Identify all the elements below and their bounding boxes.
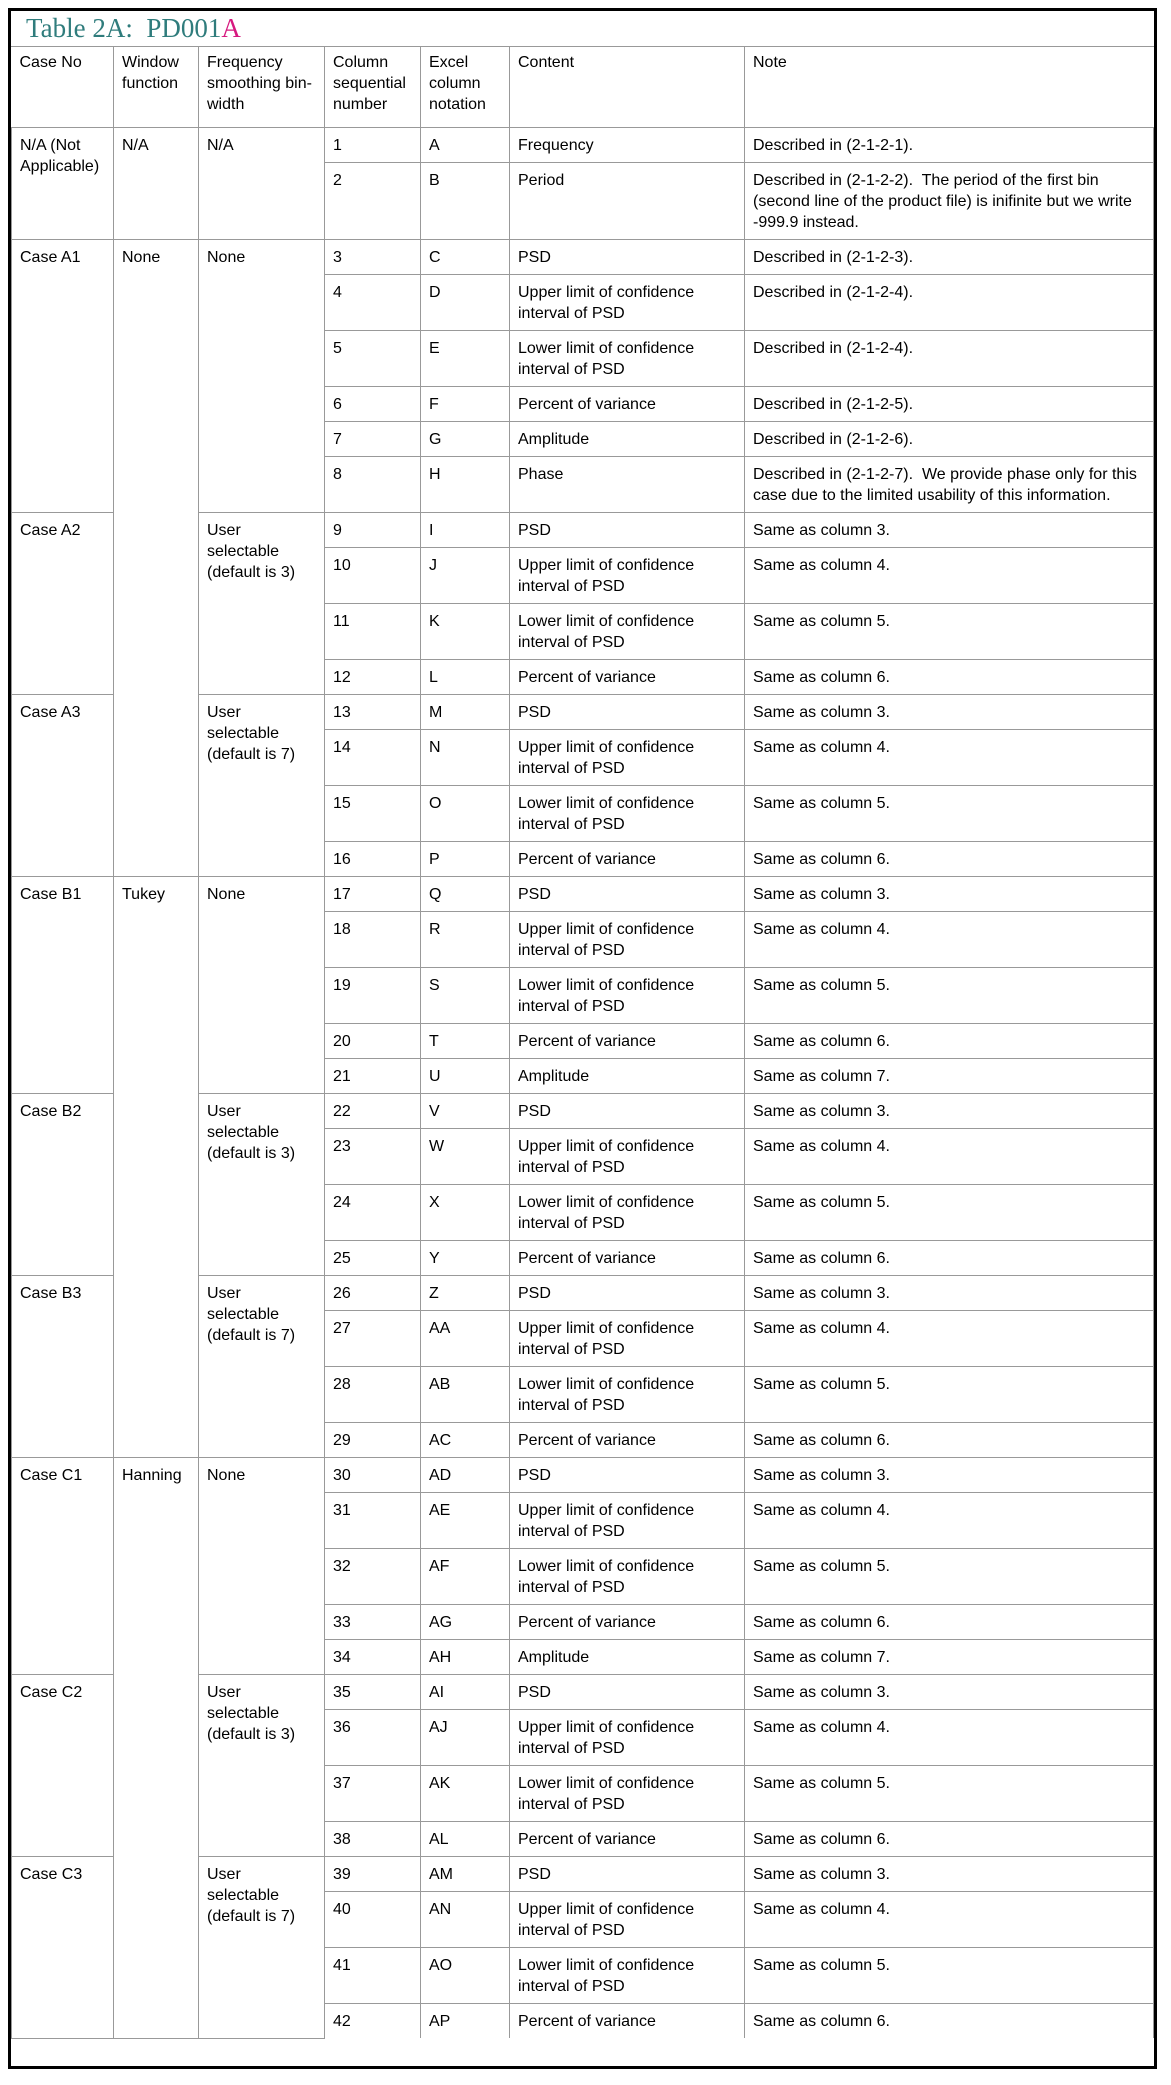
- window-function-cell: N/A: [114, 128, 199, 240]
- seq-number-cell: 29: [325, 1423, 421, 1458]
- excel-notation-cell: P: [421, 842, 510, 877]
- content-cell: PSD: [510, 513, 745, 548]
- excel-notation-cell: AB: [421, 1367, 510, 1423]
- content-cell: Lower limit of confidence interval of PSD: [510, 604, 745, 660]
- excel-notation-cell: G: [421, 422, 510, 457]
- excel-notation-cell: AJ: [421, 1710, 510, 1766]
- header-row: [12, 47, 1154, 128]
- excel-notation-cell: E: [421, 331, 510, 387]
- content-cell: PSD: [510, 1857, 745, 1892]
- note-cell: Same as column 3.: [745, 513, 1154, 548]
- table-row: [12, 240, 1154, 275]
- seq-number-cell: 35: [325, 1675, 421, 1710]
- excel-notation-cell: Z: [421, 1276, 510, 1311]
- seq-number-cell: 1: [325, 128, 421, 163]
- excel-notation-cell: T: [421, 1024, 510, 1059]
- excel-notation-cell: D: [421, 275, 510, 331]
- content-cell: PSD: [510, 695, 745, 730]
- seq-number-cell: 34: [325, 1640, 421, 1675]
- table-title: [11, 11, 1154, 47]
- content-cell: Amplitude: [510, 1059, 745, 1094]
- content-cell: Upper limit of confidence interval of PSD: [510, 548, 745, 604]
- note-cell: Same as column 3.: [745, 1675, 1154, 1710]
- case-no-cell: Case C2: [12, 1675, 114, 1857]
- seq-number-cell: 37: [325, 1766, 421, 1822]
- seq-number-cell: 32: [325, 1549, 421, 1605]
- seq-number-cell: 24: [325, 1185, 421, 1241]
- seq-number-cell: 40: [325, 1892, 421, 1948]
- seq-number-cell: 13: [325, 695, 421, 730]
- bin-width-cell: User selectable (default is 7): [199, 1857, 325, 2039]
- excel-notation-cell: AH: [421, 1640, 510, 1675]
- note-cell: Same as column 7.: [745, 1059, 1154, 1094]
- content-cell: PSD: [510, 1675, 745, 1710]
- case-no-cell: Case B1: [12, 877, 114, 1094]
- seq-number-cell: 30: [325, 1458, 421, 1493]
- content-cell: Upper limit of confidence interval of PSD: [510, 1710, 745, 1766]
- window-function-cell: Tukey: [114, 877, 199, 1458]
- note-cell: Same as column 5.: [745, 1367, 1154, 1423]
- content-cell: Amplitude: [510, 422, 745, 457]
- seq-number-cell: 7: [325, 422, 421, 457]
- content-cell: PSD: [510, 240, 745, 275]
- header-bin-width: Frequency smoothing bin-width: [199, 47, 325, 128]
- table-row: [12, 1458, 1154, 1493]
- content-cell: Lower limit of confidence interval of PSD: [510, 786, 745, 842]
- excel-notation-cell: V: [421, 1094, 510, 1129]
- seq-number-cell: 9: [325, 513, 421, 548]
- content-cell: Percent of variance: [510, 1423, 745, 1458]
- case-no-cell: Case A2: [12, 513, 114, 695]
- window-function-cell: Hanning: [114, 1458, 199, 2039]
- content-cell: Percent of variance: [510, 842, 745, 877]
- note-cell: Same as column 4.: [745, 1892, 1154, 1948]
- seq-number-cell: 28: [325, 1367, 421, 1423]
- note-cell: Same as column 6.: [745, 1605, 1154, 1640]
- seq-number-cell: 25: [325, 1241, 421, 1276]
- case-no-cell: Case B2: [12, 1094, 114, 1276]
- note-cell: Same as column 4.: [745, 730, 1154, 786]
- excel-notation-cell: AP: [421, 2004, 510, 2039]
- content-cell: Upper limit of confidence interval of PSD: [510, 1129, 745, 1185]
- note-cell: Same as column 3.: [745, 695, 1154, 730]
- header-content: Content: [510, 47, 745, 128]
- excel-notation-cell: W: [421, 1129, 510, 1185]
- seq-number-cell: 18: [325, 912, 421, 968]
- bin-width-cell: N/A: [199, 128, 325, 240]
- content-cell: Lower limit of confidence interval of PSD: [510, 1766, 745, 1822]
- note-cell: Same as column 6.: [745, 660, 1154, 695]
- seq-number-cell: 39: [325, 1857, 421, 1892]
- excel-notation-cell: AG: [421, 1605, 510, 1640]
- excel-notation-cell: Q: [421, 877, 510, 912]
- content-cell: Upper limit of confidence interval of PSD: [510, 1493, 745, 1549]
- excel-notation-cell: L: [421, 660, 510, 695]
- note-cell: Same as column 3.: [745, 1458, 1154, 1493]
- excel-notation-cell: AM: [421, 1857, 510, 1892]
- content-cell: Phase: [510, 457, 745, 513]
- content-cell: Upper limit of confidence interval of PSD: [510, 912, 745, 968]
- seq-number-cell: 11: [325, 604, 421, 660]
- content-cell: Frequency: [510, 128, 745, 163]
- note-cell: Same as column 3.: [745, 877, 1154, 912]
- excel-notation-cell: H: [421, 457, 510, 513]
- note-cell: Same as column 5.: [745, 604, 1154, 660]
- header-seq-number: Column sequential number: [325, 47, 421, 128]
- seq-number-cell: 31: [325, 1493, 421, 1549]
- note-cell: Same as column 3.: [745, 1276, 1154, 1311]
- note-cell: Described in (2-1-2-2). The period of the first bin (second line of the product file) is inifinite but we write -999.9 instead.: [745, 163, 1154, 240]
- seq-number-cell: 8: [325, 457, 421, 513]
- seq-number-cell: 27: [325, 1311, 421, 1367]
- content-cell: Lower limit of confidence interval of PSD: [510, 1185, 745, 1241]
- excel-notation-cell: AC: [421, 1423, 510, 1458]
- table-frame: [8, 8, 1157, 2069]
- excel-notation-cell: N: [421, 730, 510, 786]
- excel-notation-cell: AI: [421, 1675, 510, 1710]
- table-title-main: Table 2A: PD001: [26, 13, 222, 43]
- content-cell: Lower limit of confidence interval of PSD: [510, 1549, 745, 1605]
- excel-notation-cell: S: [421, 968, 510, 1024]
- content-cell: PSD: [510, 1094, 745, 1129]
- content-cell: Upper limit of confidence interval of PSD: [510, 275, 745, 331]
- bin-width-cell: User selectable (default is 7): [199, 695, 325, 877]
- header-window-function: Window function: [114, 47, 199, 128]
- content-cell: Percent of variance: [510, 1605, 745, 1640]
- content-cell: Lower limit of confidence interval of PSD: [510, 1948, 745, 2004]
- excel-notation-cell: I: [421, 513, 510, 548]
- note-cell: Described in (2-1-2-4).: [745, 331, 1154, 387]
- content-cell: PSD: [510, 1458, 745, 1493]
- note-cell: Same as column 3.: [745, 1857, 1154, 1892]
- content-cell: PSD: [510, 1276, 745, 1311]
- content-cell: Lower limit of confidence interval of PSD: [510, 331, 745, 387]
- content-cell: Percent of variance: [510, 2004, 745, 2039]
- note-cell: Described in (2-1-2-7). We provide phase only for this case due to the limited usability of this information.: [745, 457, 1154, 513]
- note-cell: Same as column 4.: [745, 1493, 1154, 1549]
- bin-width-cell: User selectable (default is 3): [199, 513, 325, 695]
- case-no-cell: Case C1: [12, 1458, 114, 1675]
- header-excel-notation: Excel column notation: [421, 47, 510, 128]
- table-body: [12, 128, 1154, 2039]
- bin-width-cell: None: [199, 240, 325, 513]
- excel-notation-cell: C: [421, 240, 510, 275]
- seq-number-cell: 16: [325, 842, 421, 877]
- seq-number-cell: 14: [325, 730, 421, 786]
- seq-number-cell: 22: [325, 1094, 421, 1129]
- seq-number-cell: 42: [325, 2004, 421, 2039]
- seq-number-cell: 15: [325, 786, 421, 842]
- note-cell: Described in (2-1-2-4).: [745, 275, 1154, 331]
- seq-number-cell: 41: [325, 1948, 421, 2004]
- seq-number-cell: 36: [325, 1710, 421, 1766]
- note-cell: Described in (2-1-2-5).: [745, 387, 1154, 422]
- seq-number-cell: 5: [325, 331, 421, 387]
- table-title-suffix: A: [221, 13, 241, 43]
- note-cell: Same as column 5.: [745, 1549, 1154, 1605]
- content-cell: Upper limit of confidence interval of PSD: [510, 1892, 745, 1948]
- note-cell: Same as column 6.: [745, 1423, 1154, 1458]
- content-cell: Upper limit of confidence interval of PSD: [510, 730, 745, 786]
- case-no-cell: Case A3: [12, 695, 114, 877]
- note-cell: Same as column 6.: [745, 1241, 1154, 1276]
- note-cell: Same as column 4.: [745, 912, 1154, 968]
- excel-notation-cell: Y: [421, 1241, 510, 1276]
- pd001a-column-table: [11, 47, 1154, 2039]
- note-cell: Same as column 5.: [745, 968, 1154, 1024]
- excel-notation-cell: B: [421, 163, 510, 240]
- seq-number-cell: 26: [325, 1276, 421, 1311]
- note-cell: Described in (2-1-2-6).: [745, 422, 1154, 457]
- note-cell: Same as column 4.: [745, 548, 1154, 604]
- excel-notation-cell: AK: [421, 1766, 510, 1822]
- excel-notation-cell: AL: [421, 1822, 510, 1857]
- excel-notation-cell: J: [421, 548, 510, 604]
- content-cell: Amplitude: [510, 1640, 745, 1675]
- note-cell: Described in (2-1-2-3).: [745, 240, 1154, 275]
- excel-notation-cell: AN: [421, 1892, 510, 1948]
- seq-number-cell: 38: [325, 1822, 421, 1857]
- table-row: [12, 877, 1154, 912]
- seq-number-cell: 6: [325, 387, 421, 422]
- bin-width-cell: User selectable (default is 3): [199, 1094, 325, 1276]
- note-cell: Same as column 7.: [745, 1640, 1154, 1675]
- content-cell: Percent of variance: [510, 1241, 745, 1276]
- content-cell: Percent of variance: [510, 660, 745, 695]
- seq-number-cell: 19: [325, 968, 421, 1024]
- case-no-cell: N/A (Not Applicable): [12, 128, 114, 240]
- note-cell: Same as column 4.: [745, 1311, 1154, 1367]
- header-note: Note: [745, 47, 1154, 128]
- seq-number-cell: 10: [325, 548, 421, 604]
- header-case-no: Case No: [12, 47, 114, 128]
- note-cell: Described in (2-1-2-1).: [745, 128, 1154, 163]
- excel-notation-cell: AF: [421, 1549, 510, 1605]
- content-cell: Percent of variance: [510, 1024, 745, 1059]
- bin-width-cell: User selectable (default is 3): [199, 1675, 325, 1857]
- excel-notation-cell: M: [421, 695, 510, 730]
- content-cell: Upper limit of confidence interval of PSD: [510, 1311, 745, 1367]
- content-cell: Lower limit of confidence interval of PSD: [510, 968, 745, 1024]
- content-cell: Period: [510, 163, 745, 240]
- excel-notation-cell: AA: [421, 1311, 510, 1367]
- note-cell: Same as column 4.: [745, 1129, 1154, 1185]
- excel-notation-cell: X: [421, 1185, 510, 1241]
- seq-number-cell: 17: [325, 877, 421, 912]
- excel-notation-cell: R: [421, 912, 510, 968]
- note-cell: Same as column 5.: [745, 1766, 1154, 1822]
- note-cell: Same as column 5.: [745, 1948, 1154, 2004]
- excel-notation-cell: O: [421, 786, 510, 842]
- note-cell: Same as column 5.: [745, 1185, 1154, 1241]
- seq-number-cell: 20: [325, 1024, 421, 1059]
- window-function-cell: None: [114, 240, 199, 877]
- seq-number-cell: 3: [325, 240, 421, 275]
- excel-notation-cell: F: [421, 387, 510, 422]
- case-no-cell: Case B3: [12, 1276, 114, 1458]
- note-cell: Same as column 3.: [745, 1094, 1154, 1129]
- bin-width-cell: None: [199, 877, 325, 1094]
- excel-notation-cell: U: [421, 1059, 510, 1094]
- excel-notation-cell: AE: [421, 1493, 510, 1549]
- note-cell: Same as column 5.: [745, 786, 1154, 842]
- case-no-cell: Case C3: [12, 1857, 114, 2039]
- content-cell: PSD: [510, 877, 745, 912]
- note-cell: Same as column 6.: [745, 842, 1154, 877]
- seq-number-cell: 33: [325, 1605, 421, 1640]
- excel-notation-cell: A: [421, 128, 510, 163]
- seq-number-cell: 2: [325, 163, 421, 240]
- note-cell: Same as column 4.: [745, 1710, 1154, 1766]
- seq-number-cell: 4: [325, 275, 421, 331]
- case-no-cell: Case A1: [12, 240, 114, 513]
- excel-notation-cell: AD: [421, 1458, 510, 1493]
- note-cell: Same as column 6.: [745, 1024, 1154, 1059]
- seq-number-cell: 21: [325, 1059, 421, 1094]
- excel-notation-cell: K: [421, 604, 510, 660]
- seq-number-cell: 12: [325, 660, 421, 695]
- seq-number-cell: 23: [325, 1129, 421, 1185]
- excel-notation-cell: AO: [421, 1948, 510, 2004]
- content-cell: Percent of variance: [510, 1822, 745, 1857]
- bin-width-cell: None: [199, 1458, 325, 1675]
- table-row: [12, 128, 1154, 163]
- note-cell: Same as column 6.: [745, 1822, 1154, 1857]
- note-cell: Same as column 6.: [745, 2004, 1154, 2039]
- content-cell: Percent of variance: [510, 387, 745, 422]
- content-cell: Lower limit of confidence interval of PSD: [510, 1367, 745, 1423]
- bin-width-cell: User selectable (default is 7): [199, 1276, 325, 1458]
